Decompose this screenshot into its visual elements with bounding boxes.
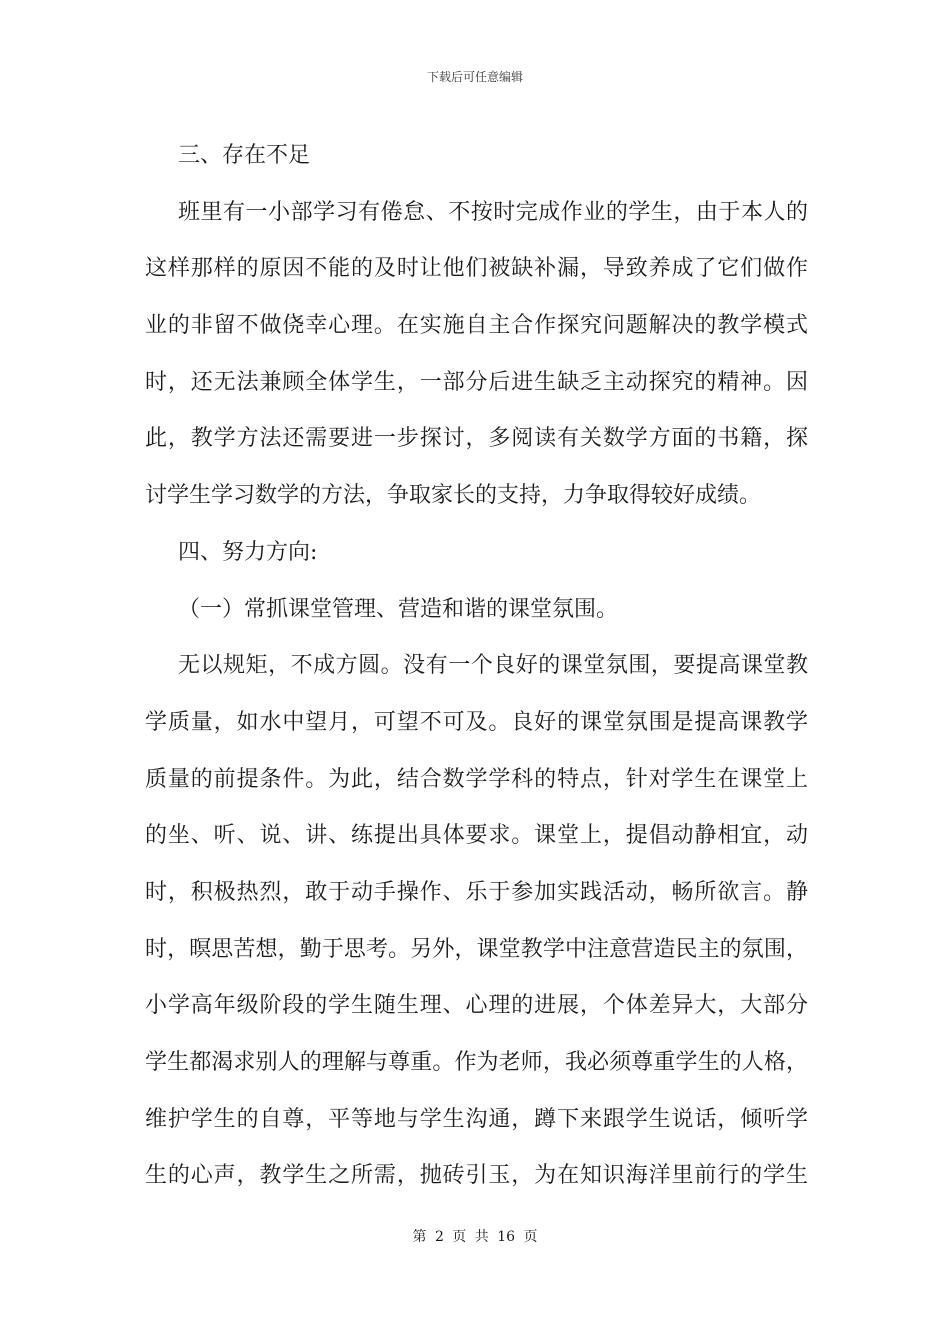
page-footer: 第 2 页 共 16 页 bbox=[412, 1229, 538, 1245]
paragraph-line: 无以规矩，不成方圆。没有一个良好的课堂氛围，要提高课堂教 bbox=[178, 653, 808, 679]
paragraph-line: 时，还无法兼顾全体学生，一部分后进生缺乏主动探究的精神。因 bbox=[145, 369, 808, 395]
section-heading-shortcomings: 三、存在不足 bbox=[178, 143, 311, 168]
paragraph-line: 的坐、听、说、讲、练提出具体要求。课堂上，提倡动静相宜，动 bbox=[145, 823, 808, 849]
page-header: 下载后可任意编辑 bbox=[426, 70, 523, 84]
paragraph-line: 讨学生学习数学的方法，争取家长的支持，力争取得较好成绩。 bbox=[145, 483, 762, 509]
paragraph-line: 此，教学方法还需要进一步探讨，多阅读有关数学方面的书籍，探 bbox=[145, 426, 808, 452]
paragraph-line: 生的心声，教学生之所需，抛砖引玉，为在知识海洋里前行的学生 bbox=[145, 1163, 808, 1189]
paragraph-line: 小学高年级阶段的学生随生理、心理的进展，个体差异大，大部分 bbox=[145, 993, 808, 1019]
paragraph-line: 班里有一小部学习有倦怠、不按时完成作业的学生，由于本人的 bbox=[178, 199, 808, 225]
paragraph-line: 这样那样的原因不能的及时让他们被缺补漏，导致养成了它们做作 bbox=[145, 256, 808, 282]
paragraph-line: 质量的前提条件。为此，结合数学学科的特点，针对学生在课堂上 bbox=[145, 766, 808, 792]
paragraph-line: 维护学生的自尊，平等地与学生沟通，蹲下来跟学生说话，倾听学 bbox=[145, 1106, 808, 1132]
section-heading-direction: 四、努力方向: bbox=[178, 539, 318, 565]
paragraph-line: 学质量，如水中望月，可望不可及。良好的课堂氛围是提高课教学 bbox=[145, 709, 808, 735]
subsection-heading: （一）常抓课堂管理、营造和谐的课堂氛围。 bbox=[178, 596, 619, 622]
document-body bbox=[145, 128, 808, 1205]
paragraph-line: 学生都渴求别人的理解与尊重。作为老师，我必须尊重学生的人格， bbox=[145, 1050, 808, 1075]
paragraph-line: 时，积极热烈，敢于动手操作、乐于参加实践活动，畅所欲言。静 bbox=[145, 879, 808, 905]
paragraph-line: 业的非留不做侥幸心理。在实施自主合作探究问题解决的教学模式 bbox=[145, 313, 808, 339]
paragraph-line: 时，暝思苦想，勤于思考。另外，课堂教学中注意营造民主的氛围， bbox=[145, 936, 808, 962]
